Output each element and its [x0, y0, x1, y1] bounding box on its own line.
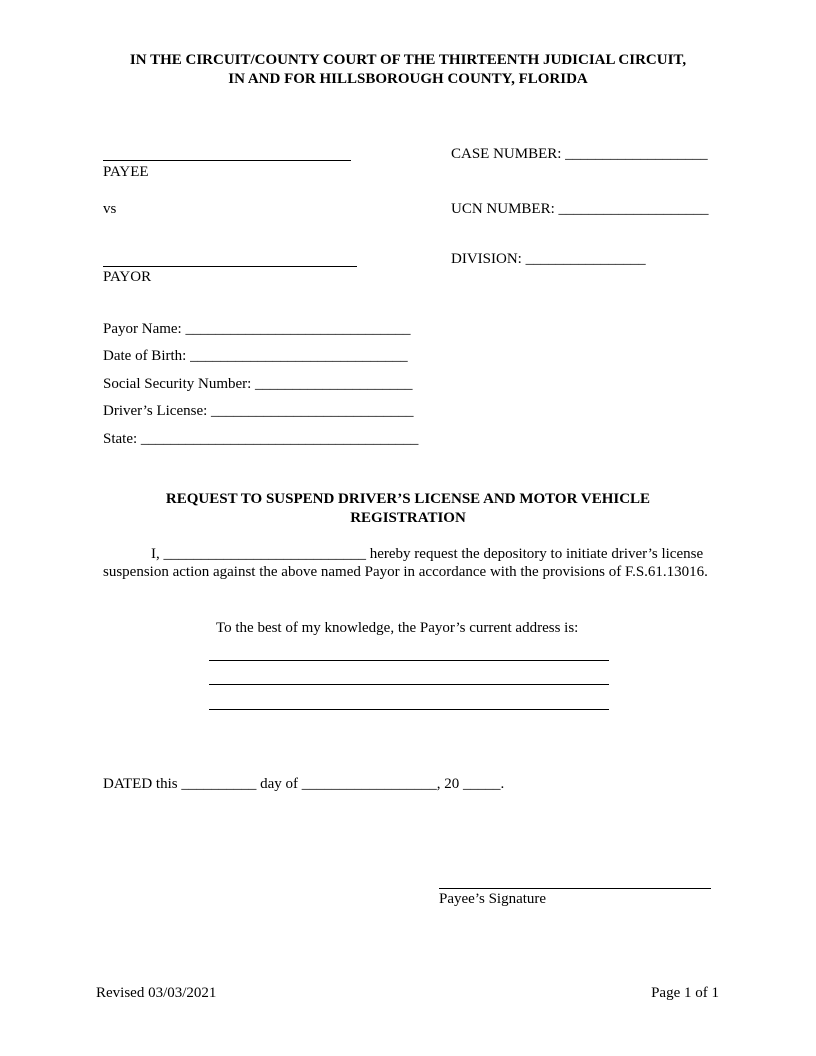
- payee-label: PAYEE: [103, 164, 149, 180]
- ucn-number-field[interactable]: UCN NUMBER: ____________________: [451, 201, 709, 217]
- payor-name-field[interactable]: Payor Name: ______________________________: [103, 321, 411, 337]
- ssn-field[interactable]: Social Security Number: _____________________: [103, 376, 413, 392]
- signature-label: Payee’s Signature: [439, 891, 547, 907]
- case-number-field[interactable]: CASE NUMBER: ___________________: [451, 146, 708, 162]
- request-title-line2: REGISTRATION: [350, 510, 466, 526]
- address-line-3[interactable]: [209, 709, 609, 710]
- date-of-birth-field[interactable]: Date of Birth: _____________________________: [103, 348, 408, 364]
- state-field[interactable]: State: _____________________________________: [103, 431, 419, 447]
- vs-label: vs: [103, 201, 117, 217]
- request-title-line1: REQUEST TO SUSPEND DRIVER’S LICENSE AND MOTOR VEHICLE: [165, 491, 651, 507]
- address-line-1[interactable]: [209, 660, 609, 661]
- signature-line[interactable]: [439, 888, 711, 889]
- drivers-license-field[interactable]: Driver’s License: ___________________________: [103, 403, 414, 419]
- request-paragraph: I, ___________________________ hereby request the depository to initiate driver’s license suspension action against the above named Payor in accordance with the provisions of F.S.61.13016.: [103, 546, 708, 580]
- payee-name-line[interactable]: [103, 160, 351, 161]
- page-number: Page 1 of 1: [651, 985, 719, 1001]
- address-intro: To the best of my knowledge, the Payor’s current address is:: [216, 620, 579, 636]
- court-header-line2: IN AND FOR HILLSBOROUGH COUNTY, FLORIDA: [228, 71, 588, 87]
- revised-date: Revised 03/03/2021: [96, 985, 217, 1001]
- payor-name-line[interactable]: [103, 266, 357, 267]
- dated-line[interactable]: DATED this __________ day of __________________, 20 _____.: [103, 776, 505, 792]
- division-field[interactable]: DIVISION: ________________: [451, 251, 646, 267]
- payor-label: PAYOR: [103, 269, 152, 285]
- address-line-2[interactable]: [209, 684, 609, 685]
- court-header-line1: IN THE CIRCUIT/COUNTY COURT OF THE THIRTEENTH JUDICIAL CIRCUIT,: [129, 52, 687, 68]
